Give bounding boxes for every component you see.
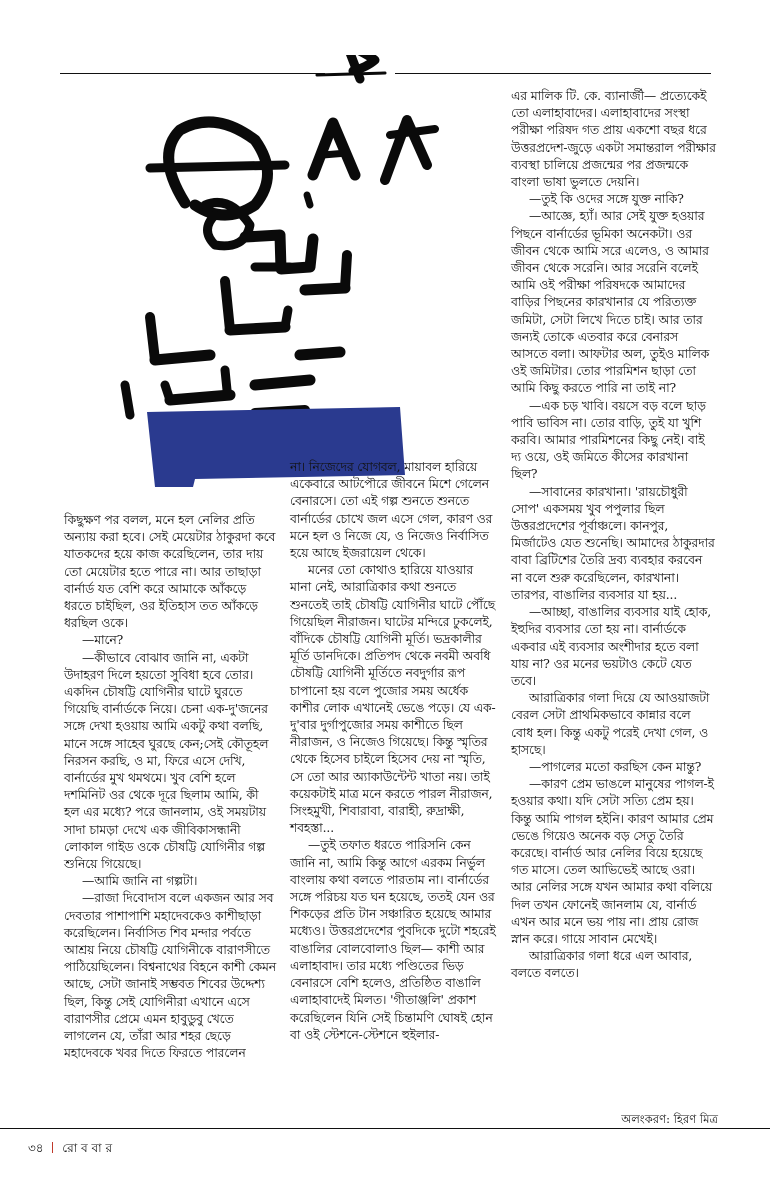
title-calligraphy-illustration: [55, 55, 515, 525]
text-column-1: [64, 512, 277, 1063]
footer-separator: [52, 1142, 53, 1153]
paragraph: এর মালিক টি. কে. ব্যানার্জী— প্রত্যেকেই তো এলাহাবাদের। এলাহাবাদের সংস্থা পরীক্ষা পরিষদ গত প্রায় একশো বছর ধরে উত্তরপ্রদেশ-জুড়ে একটা সমান্তরাল পরীক্ষার ব্যবস্থা চালিয়ে প্রজন্মের পর প্রজন্মকে বাংলা ভাষা ভুলতে দেয়নি।: [511, 89, 716, 190]
paragraph: কিছুক্ষণ পর বলল, মনে হল নেলির প্রতি অন্যায় করা হবে। সেই মেয়েটার ঠাকুরদা কবে যাতকদের হয়ে কাজ করেছিলেন, তার দায় তো মেয়েটার হতে পারে না। আর তাছাড়া বার্নার্ড যত বেশি করে আমাকে আঁকড়ে ধরতে চাইছিল, ওর ইতিহাস তত আঁকড়ে ধরছিল ওকে।: [64, 513, 276, 631]
paragraph: —সাবানের কারখানা। 'রায়চৌধুরী সোপ' একসময় খুব পপুলার ছিল উত্তরপ্রদেশের পূর্বাঞ্চলে। কানপুর, মির্জাটেও যেত শুনেছি। আমাদের ঠাকুরদার বাবা ব্রিটিশের তৈরি দ্রব্য ব্যবহার করবেন না বলে শুরু করেছিলেন, কারখানা। তারপর, বাঙালির ব্যবসার যা হয়...: [511, 484, 715, 602]
page-number: ৩৪: [28, 1141, 44, 1155]
paragraph: —আচ্ছা, বাঙালির ব্যবসার যাই হোক, ইহুদির ব্যবসার তো হয় না। বার্নার্ডকে একবার এই ব্যবসার অংশীদার হতে বলা যায় না? ওর মনের ভয়টাও কেটে যেত তবে।: [511, 605, 712, 688]
paragraph: আরাত্রিকার গলা ধরে এল আবার, বলতে বলতে।: [511, 949, 693, 981]
paragraph: —এক চড় খাবি। বয়সে বড় বলে ছাড় পাবি ভাবিস না। তোর বাড়ি, তুই যা খুশি করবি। আমার পারমিশনের কিছু নেই। বাই দ্য ওয়ে, ওই জমিতে কীসের কারখানা ছিল?: [511, 398, 706, 482]
page-footer: [28, 1140, 112, 1160]
paragraph: না। নিজেদের যোগবল, মায়াবল হারিয়ে একেবারে আটপৌরে জীবনে মিশে গেলেন বেনারসে। তো এই গল্প শুনতে শুনতে বার্নার্ডের চোখে জল এসে গেল, কারণ ওর মনে হল ও নিজে যে, ও নিজেও নির্বাসিত হয়ে আছে ইজরায়েল থেকে।: [290, 460, 493, 561]
paragraph: মনের তো কোথাও হারিয়ে যাওয়ার মানা নেই, আরাত্রিকার কথা শুনতে শুনতেই তাই চৌষট্টি যোগিনীর ঘাটে পৌঁছে গিয়েছিল নীরাজন। ঘাটের মন্দিরে ঢুকলেই, বাঁদিকে চৌষট্টি যোগিনী মূর্তি। ভদ্রকালীর মূর্তি ডানদিকে। প্রতিপদ থেকে নবমী অবধি চৌষট্টি যোগিনী মূর্তিতে নবদুর্গার রূপ চাপানো হয় বলে পুজোর সময় অর্ধেক কাশীর লোক এখানেই ভেঙে পড়ে। যে এক-দু'বার দুর্গাপুজোর সময় কাশীতে ছিল নীরাজন, ও নিজেও গিয়েছে। কিন্তু স্মৃতির থেকে হিসেব চাইলে হিসেব দেয় না স্মৃতি, সে তো আর অ্যাকাউন্টেন্ট খাতা নয়। তাই কয়েকটাই মাত্র মনে করতে পারল নীরাজন, সিংহমুখী, শিবারাবা, বারাহী, রুদ্রাক্ষী, শবহস্তা...: [290, 563, 496, 836]
magazine-name: রো ব বা র: [62, 1141, 113, 1155]
paragraph: —আমি জানি না গল্পটা।: [82, 874, 198, 889]
paragraph: আরাত্রিকার গলা দিয়ে যে আওয়াজটা বেরল সেটা প্রাথমিকভাবে কান্নার বলে বোধ হল। কিন্তু একটু পরেই দেখা গেল, ও হাসছে।: [511, 691, 710, 757]
paragraph: —কীভাবে বোঝাব জানি না, একটা উদাহরণ দিলে হয়তো সুবিধা হবে তোর। একদিন চৌষট্টি যোগিনীর ঘাটে ঘুরতে গিয়েছি বার্নার্ডকে নিয়ে। চেনা এক-দু'জনের সঙ্গে দেখা হওয়ায় আমি একটু কথা বলছি, মানে সঙ্গে সাহেব ঘুরছে কেন;সেই কৌতূহল নিরসন করছি, ও মা, ফিরে এসে দেখি, বার্নার্ডের মুখ থমথমে। খুব বেশি হলে দশমিনিট ওর থেকে দূরে ছিলাম আমি, কী হল এর মধ্যে? পরে জানলাম, ওই সময়টায় সাদা চামড়া দেখে এক জীবিকাসন্ধানী লোকাল গাইড ওকে চৌষট্টি যোগিনীর গল্প শুনিয়ে গিয়েছে।: [64, 650, 269, 872]
text-column-2: [290, 459, 496, 1044]
paragraph: —কারণ প্রেম ভাঙলে মানুষের পাগল-ই হওয়ার কথা। যদি সেটা সত্যি প্রেম হয়। কিন্তু আমি পাগল হইনি। কারণ আমার প্রেম ভেঙে গিয়েও অনেক বড় সেতু তৈরি করেছে। বার্নার্ড আর নেলির বিয়ে হয়েছে গত মাসে। তেল আভিভেই আছে ওরা। আর নেলির সঙ্গে যখন আমার কথা বলিয়ে দিল তখন ফোনেই জানলাম যে, বার্নার্ড এখন আর মনে ভয় পায় না। প্রায় রোজ স্নান করে। গায়ে সাবান মেখেই।: [511, 777, 714, 946]
paragraph: —পাগলের মতো করছিস কেন মান্তু?: [529, 759, 702, 774]
paragraph: —তুই তফাত ধরতে পারিসনি কেন জানি না, আমি কিন্তু আগে এরকম নির্ভুল বাংলায় কথা বলতে পারতাম না। বার্নার্ডের সঙ্গে পরিচয় যত ঘন হয়েছে, ততই যেন ওর শিকড়ের প্রতি টান সঞ্চারিত হয়েছে আমার মধ্যেও। উত্তরপ্রদেশের পুবদিকে দুটো শহরেই বাঙালির বোলবোলাও ছিল— কাশী আর এলাহাবাদ। তার মধ্যে পণ্ডিতের ভিড় বেনারসে বেশি হলেও, প্রতিষ্ঠিত বাঙালি এলাহাবাদেই মিলত। 'গীতাঞ্জলি' প্রকাশ করেছিলেন যিনি সেই চিন্তামণি ঘোষই হোন বা ওই স্টেশনে-স্টেশনে হুইলার-: [290, 838, 496, 1042]
paragraph: —রাজা দিবোদাস বলে একজন আর সব দেবতার পাশাপাশি মহাদেবকেও কাশীছাড়া করেছিলেন। নির্বাসিত শিব মন্দার পর্বতে আশ্রয় নিয়ে চৌষট্টি যোগিনীকে বারাণসীতে পাঠিয়েছিলেন। বিশ্বনাথের বিহনে কাশী কেমন আছে, সেটা জানাই সম্ভবত শিবের উদ্দেশ্য ছিল, কিন্তু সেই যোগিনীরা এখানে এসে বারাণসীর প্রেমে এমন হাবুডুবু খেতে লাগলেন যে, তাঁরা আর শহর ছেড়ে মহাদেবকে খবর দিতে ফিরতে পারলেন: [64, 891, 277, 1061]
paragraph: —আজ্ঞে, হ্যাঁ। আর সেই যুক্ত হওয়ার পিছনে বার্নার্ডের ভূমিকা অনেকটা। ওর জীবন থেকে আমি সরে এলেও, ও আমার জীবন থেকে সরেনি। আর সরেনি বলেই আমি ওই পরীক্ষা পরিষদকে আমাদের বাড়ির পিছনের কারখানার যে পরিত্যক্ত জমিটা, সেটা লিখে দিতে চাই। আর তার জন্যই তোকে এতবার করে বেনারস আসতে বলা। আফটার অল, তুইও মালিক ওই জমিটার। তোর পারমিশন ছাড়া তো আমি কিছু করতে পারি না তাই না?: [511, 209, 710, 396]
illustration-credit: অলংকরণ: হিরণ মিত্র: [621, 1112, 718, 1126]
footer-rule: [0, 1128, 770, 1129]
paragraph: —মানে?: [82, 633, 124, 648]
paragraph: —তুই কি ওদের সঙ্গে যুক্ত নাকি?: [529, 192, 684, 207]
text-column-3: [511, 88, 716, 983]
